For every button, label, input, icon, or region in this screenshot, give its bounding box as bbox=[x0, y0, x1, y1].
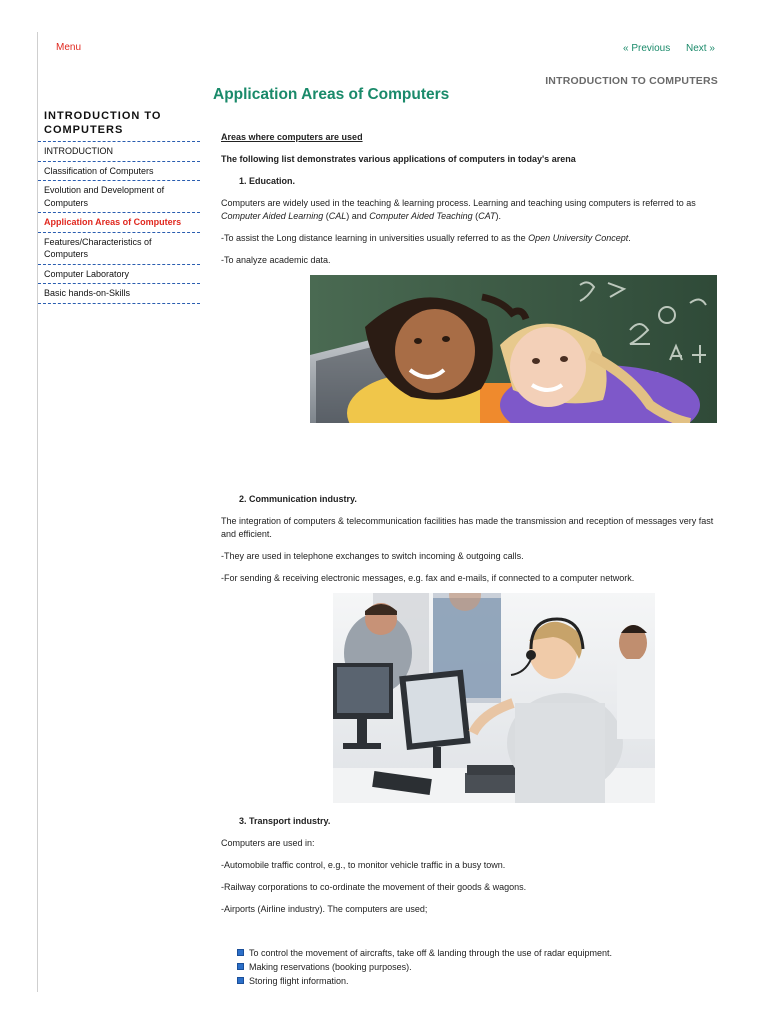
sidebar-item-evolution[interactable] bbox=[38, 181, 200, 213]
square-bullet-icon bbox=[237, 963, 244, 970]
communication-exchanges: -They are used in telephone exchanges to switch incoming & outgoing calls. bbox=[221, 551, 524, 561]
main-content bbox=[221, 131, 721, 988]
list-item: To control the movement of aircrafts, take off & landing through the use of radar equipment. bbox=[221, 946, 721, 960]
communication-photo bbox=[333, 593, 655, 803]
education-analyze: -To analyze academic data. bbox=[221, 255, 331, 265]
transport-intro: Computers are used in: bbox=[221, 838, 315, 848]
content-subheading: Areas where computers are used bbox=[221, 132, 363, 142]
sidebar-item-label: Features/Characteristics of Computers bbox=[44, 236, 152, 259]
sidebar-title: INTRODUCTION TO COMPUTERS bbox=[44, 110, 162, 136]
content-intro: The following list demonstrates various applications of computers in today's arena bbox=[221, 154, 576, 164]
sidebar-item-hands-on-skills[interactable] bbox=[38, 284, 200, 304]
sidebar-item-label: Computer Laboratory bbox=[44, 268, 130, 279]
transport-railway: -Railway corporations to co-ordinate the movement of their goods & wagons. bbox=[221, 882, 527, 892]
sidebar bbox=[38, 109, 200, 304]
menu-link[interactable]: Menu bbox=[56, 42, 82, 53]
sidebar-item-computer-laboratory[interactable] bbox=[38, 265, 200, 285]
communication-paragraph: The integration of computers & telecommunication facilities has made the transmission and reception of messages very fast and efficient. bbox=[221, 516, 714, 539]
communication-heading: 2. Communication industry. bbox=[239, 494, 357, 504]
communication-messages: -For sending & receiving electronic messages, e.g. fax and e-mails, if connected to a computer network. bbox=[221, 573, 635, 583]
education-heading: 1. Education. bbox=[239, 176, 296, 186]
list-item: Making reservations (booking purposes). bbox=[221, 960, 721, 974]
previous-link[interactable]: « Previous bbox=[623, 43, 671, 54]
sidebar-item-label: Basic hands-on-Skills bbox=[44, 288, 131, 298]
next-link[interactable]: Next » bbox=[686, 43, 715, 54]
list-item: Storing flight information. bbox=[221, 974, 721, 988]
sidebar-item-application-areas[interactable] bbox=[38, 213, 200, 233]
sidebar-item-introduction[interactable] bbox=[38, 142, 200, 162]
section-header: INTRODUCTION TO COMPUTERS bbox=[545, 75, 718, 87]
square-bullet-icon bbox=[237, 977, 244, 984]
transport-automobile: -Automobile traffic control, e.g., to monitor vehicle traffic in a busy town. bbox=[221, 860, 506, 870]
sidebar-item-label: INTRODUCTION bbox=[44, 146, 113, 156]
sidebar-item-features[interactable] bbox=[38, 233, 200, 265]
education-photo bbox=[310, 275, 717, 423]
education-photo-drawing bbox=[310, 275, 717, 423]
communication-photo-drawing bbox=[333, 593, 655, 803]
square-bullet-icon bbox=[237, 949, 244, 956]
airport-uses-list bbox=[221, 946, 721, 988]
education-paragraph: Computers are widely used in the teaching & learning process. Learning and teaching using computers is referred to as Computer Aided Learning (CAL) and Computer Aided Teaching (CAT). bbox=[221, 198, 696, 221]
sidebar-item-label: Application Areas of Computers bbox=[44, 217, 182, 227]
transport-airports: -Airports (Airline industry). The computers are used; bbox=[221, 904, 428, 914]
page-title: Application Areas of Computers bbox=[213, 86, 450, 103]
sidebar-item-label: Classification of Computers bbox=[44, 165, 154, 176]
sidebar-item-classification[interactable] bbox=[38, 162, 200, 182]
education-long-distance: -To assist the Long distance learning in universities usually referred to as the Open University Concept. bbox=[221, 233, 631, 243]
sidebar-item-label: Evolution and Development of Computers bbox=[44, 185, 165, 208]
transport-heading: 3. Transport industry. bbox=[239, 816, 331, 826]
sidebar-nav-list bbox=[38, 141, 200, 304]
